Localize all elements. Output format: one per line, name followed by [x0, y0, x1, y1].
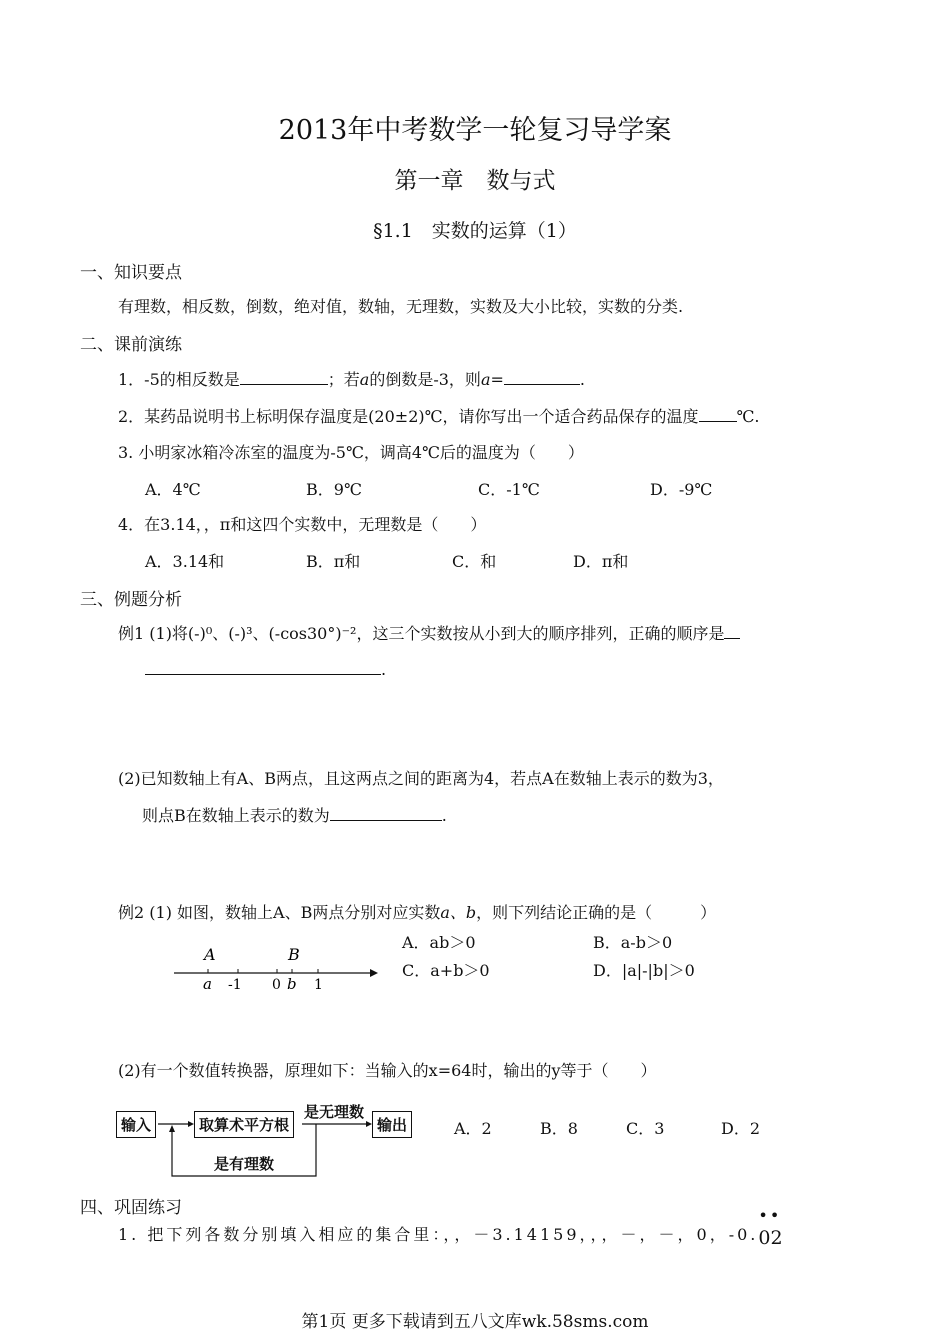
knowledge-text: 有理数，相反数，倒数，绝对值，数轴，无理数，实数及大小比较，实数的分类. — [118, 297, 684, 316]
q4-option-d[interactable]: D．π和 — [573, 552, 629, 571]
e1-text: 例1 (1)将(-)⁰、(-)³、(-cos30°)⁻²，这三个实数按从小到大的顺序排列，正确的顺序是 — [118, 624, 725, 643]
q1-end: . — [579, 370, 585, 389]
tick-label-neg1: -1 — [228, 977, 242, 993]
label-irrational: 是无理数 — [304, 1103, 365, 1121]
e2-option-d[interactable]: D．|a|-|b|＞0 — [593, 961, 695, 980]
e2b2-option-b[interactable]: B．8 — [540, 1119, 578, 1138]
repeating-dots: •• — [758, 1206, 782, 1225]
tick-label-1: 1 — [314, 977, 323, 993]
page-footer: 第1页 更多下载请到五八文库wk.58sms.com — [301, 1312, 649, 1332]
q3-option-a[interactable]: A．4℃ — [145, 480, 201, 499]
repeating-digits: 02 — [758, 1227, 783, 1249]
q2-blank[interactable] — [699, 420, 737, 422]
box-process: 取算术平方根 — [194, 1111, 294, 1138]
q1-part-d: = — [490, 370, 504, 389]
q2-part-a: 2．某药品说明书上标明保存温度是(20±2)℃，请你写出一个适合药品保存的温度 — [118, 407, 699, 426]
e2-text: 例2 (1) 如图，数轴上A、B两点分别对应实数 — [118, 903, 441, 922]
q3-option-b[interactable]: B．9℃ — [306, 480, 362, 499]
example-1-2-line2 — [142, 803, 447, 826]
box-input: 输入 — [116, 1111, 156, 1138]
question-4: 4．在3.14，，π和这四个实数中，无理数是（ ） — [118, 515, 487, 534]
example-1-2-line1: (2)已知数轴上有A、B两点，且这两点之间的距离为4，若点A在数轴上表示的数为3， — [118, 769, 724, 788]
e1-end: . — [381, 660, 387, 679]
e2b2-option-a[interactable]: A．2 — [454, 1119, 492, 1138]
example-2-1 — [118, 900, 716, 923]
heading-knowledge: 一、知识要点 — [80, 263, 182, 283]
q2-part-b: ℃. — [736, 407, 760, 426]
question-2 — [118, 404, 760, 427]
q1-blank-1[interactable] — [240, 383, 328, 385]
question-1 — [118, 367, 585, 390]
number-line-figure — [170, 940, 380, 994]
label-B: B — [288, 945, 300, 964]
heading-warmup: 二、课前演练 — [80, 335, 182, 355]
e2-option-c[interactable]: C．a+b＞0 — [402, 961, 490, 980]
pq1-text: 1. 把下列各数分别填入相应的集合里：，，－3.14159，，，－，－，0，-0. — [118, 1225, 759, 1244]
e1b-text: 则点B在数轴上表示的数为 — [142, 806, 330, 825]
e2b2-option-d[interactable]: D．2 — [721, 1119, 761, 1138]
box-output: 输出 — [372, 1111, 412, 1138]
e2-option-a[interactable]: A．ab＞0 — [402, 933, 476, 952]
q1-part-b: ；若 — [327, 370, 360, 389]
tick-label-a: a — [203, 975, 212, 993]
heading-practice: 四、巩固练习 — [80, 1198, 182, 1218]
question-3: 3. 小明家冰箱冷冻室的温度为-5℃，调高4℃后的温度为（ ） — [118, 443, 584, 462]
q4-option-c[interactable]: C．和 — [452, 552, 497, 571]
tick-label-b: b — [287, 975, 297, 993]
e2-vars: a、b — [440, 903, 477, 922]
q3-option-d[interactable]: D．-9℃ — [650, 480, 713, 499]
label-rational: 是有理数 — [214, 1155, 275, 1173]
example-1-1 — [118, 621, 740, 644]
e2b2-option-c[interactable]: C．3 — [626, 1119, 665, 1138]
q4-option-a[interactable]: A．3.14和 — [145, 552, 225, 571]
arrowhead-3 — [169, 1125, 175, 1132]
example-1-1-cont — [145, 660, 386, 679]
q1-blank-2[interactable] — [504, 383, 580, 385]
page-title: 2013年中考数学一轮复习导学案 — [278, 115, 672, 146]
chapter-title: 第一章 数与式 — [394, 168, 556, 194]
number-line-arrow — [370, 969, 378, 977]
e1b-end: . — [441, 806, 447, 825]
e1b-blank[interactable] — [330, 819, 442, 821]
heading-examples: 三、例题分析 — [80, 590, 182, 610]
q1-var-a2: a — [480, 370, 491, 389]
label-A: A — [204, 945, 216, 964]
q3-option-c[interactable]: C．-1℃ — [478, 480, 540, 499]
q1-part-a: 1．-5的相反数是 — [118, 370, 240, 389]
e1-blank-start[interactable] — [724, 637, 740, 639]
example-2-2: (2)有一个数值转换器，原理如下：当输入的x=64时，输出的y等于（ ） — [118, 1061, 657, 1080]
q1-var-a: a — [359, 370, 370, 389]
e2-option-b[interactable]: B．a-b＞0 — [593, 933, 673, 952]
practice-question-1 — [118, 1206, 783, 1249]
q1-part-c: 的倒数是-3，则 — [369, 370, 481, 389]
tick-label-0: 0 — [272, 977, 281, 993]
e2-text-b: ，则下列结论正确的是（ ） — [476, 903, 717, 922]
repeating-decimal — [758, 1206, 783, 1249]
e1-blank[interactable] — [145, 673, 381, 675]
q4-option-b[interactable]: B．π和 — [306, 552, 361, 571]
section-title: §1.1 实数的运算（1） — [373, 220, 577, 242]
